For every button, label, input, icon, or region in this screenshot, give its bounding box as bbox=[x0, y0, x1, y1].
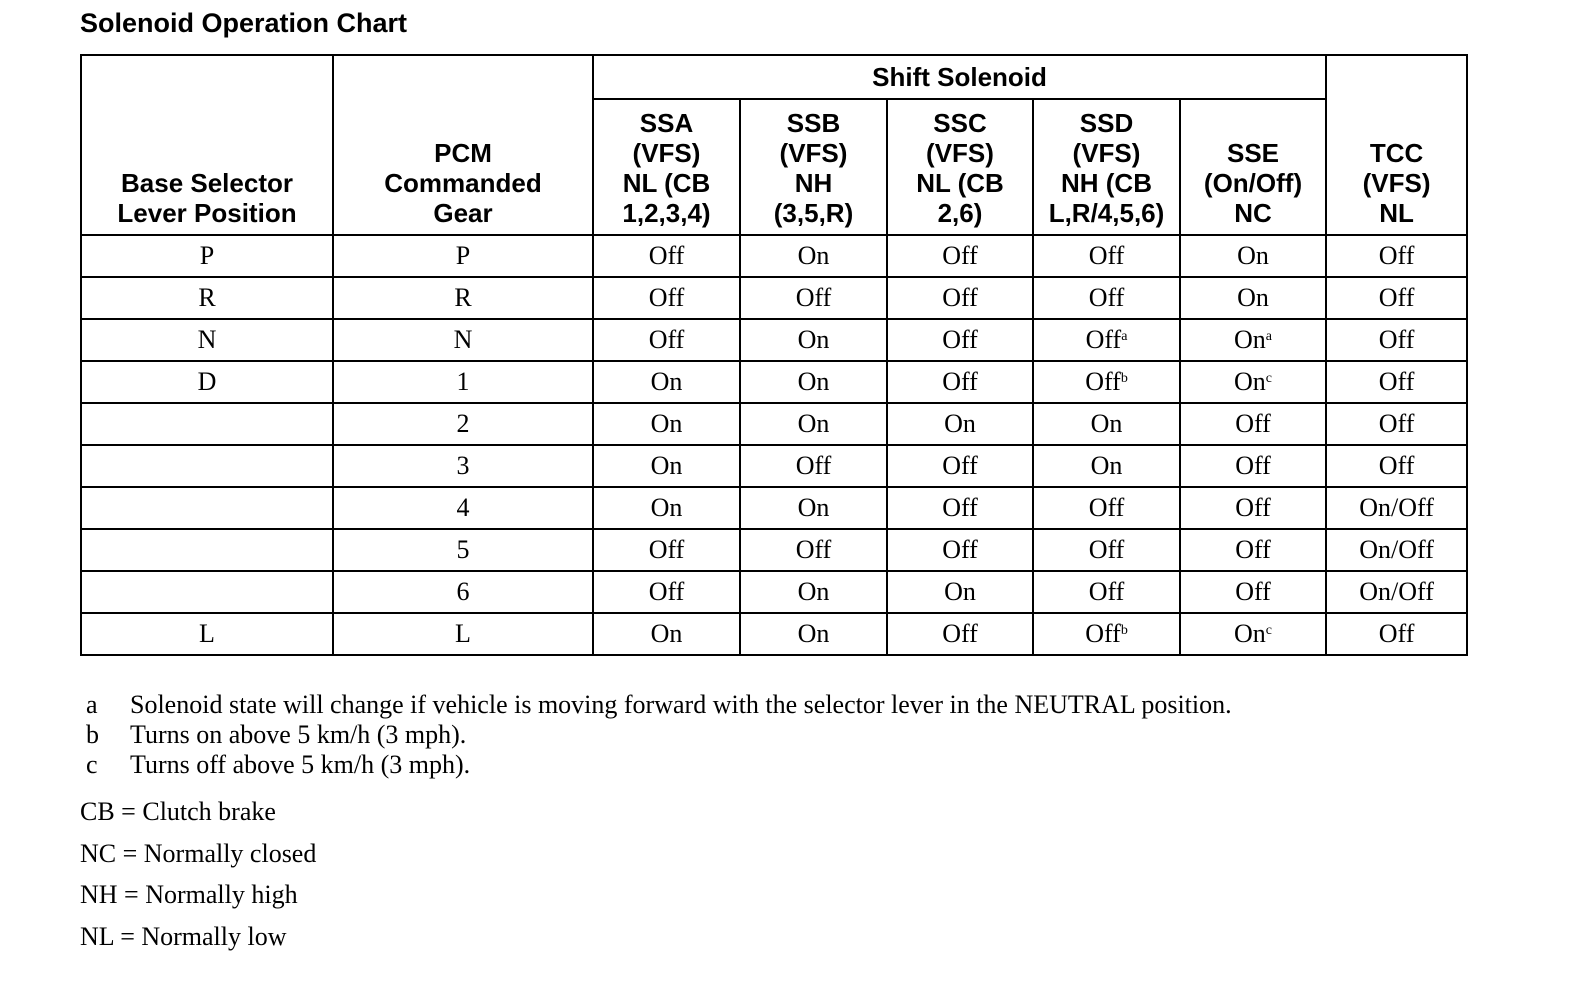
cell-sse: Off bbox=[1180, 487, 1326, 529]
cell-sse: On$^c$ bbox=[1180, 361, 1326, 403]
footnote-ref: c bbox=[1265, 623, 1273, 638]
header-pcm-commanded-gear: PCM Commanded Gear bbox=[333, 55, 593, 235]
cell-ssc: On bbox=[887, 571, 1033, 613]
cell-ssc: Off bbox=[887, 235, 1033, 277]
cell-lever: R bbox=[81, 277, 333, 319]
cell-ssb: On bbox=[740, 403, 887, 445]
abbreviation-nl: NL = Normally low bbox=[80, 922, 287, 951]
cell-ssc: Off bbox=[887, 529, 1033, 571]
cell-tcc: On/Off bbox=[1326, 529, 1467, 571]
table-row bbox=[81, 277, 1467, 319]
cell-ssc: Off bbox=[887, 445, 1033, 487]
footnote-ref: b bbox=[1120, 371, 1128, 386]
solenoid-operation-table bbox=[80, 54, 1468, 656]
cell-ssb: On bbox=[740, 319, 887, 361]
abbreviation-nc: NC = Normally closed bbox=[80, 839, 317, 868]
cell-tcc: Off bbox=[1326, 403, 1467, 445]
table-row bbox=[81, 319, 1467, 361]
cell-lever bbox=[81, 445, 333, 487]
cell-lever bbox=[81, 571, 333, 613]
footnote-a: a Solenoid state will change if vehicle is moving forward with the selector lever in the NEUTRAL position. bbox=[86, 690, 1232, 719]
abbreviation-nh: NH = Normally high bbox=[80, 880, 298, 909]
header-ssb: SSB (VFS) NH (3,5,R) bbox=[740, 99, 887, 235]
cell-ssc: Off bbox=[887, 613, 1033, 655]
cell-ssc: Off bbox=[887, 487, 1033, 529]
cell-ssb: On bbox=[740, 571, 887, 613]
cell-ssc: On bbox=[887, 403, 1033, 445]
cell-ssc: Off bbox=[887, 361, 1033, 403]
cell-sse: On bbox=[1180, 277, 1326, 319]
cell-tcc: Off bbox=[1326, 277, 1467, 319]
cell-ssb: Off bbox=[740, 277, 887, 319]
header-ssa: SSA (VFS) NL (CB 1,2,3,4) bbox=[593, 99, 740, 235]
cell-ssa: Off bbox=[593, 277, 740, 319]
table-row bbox=[81, 445, 1467, 487]
cell-sse: On bbox=[1180, 235, 1326, 277]
cell-ssc: Off bbox=[887, 319, 1033, 361]
cell-ssb: Off bbox=[740, 445, 887, 487]
cell-ssb: On bbox=[740, 613, 887, 655]
abbreviation-cb: CB = Clutch brake bbox=[80, 797, 276, 826]
cell-ssa: Off bbox=[593, 319, 740, 361]
cell-tcc: Off bbox=[1326, 445, 1467, 487]
cell-lever: L bbox=[81, 613, 333, 655]
footnote-c: c Turns off above 5 km/h (3 mph). bbox=[86, 750, 471, 779]
footnotes bbox=[86, 690, 1232, 780]
cell-ssa: On bbox=[593, 361, 740, 403]
cell-ssd: Off bbox=[1033, 277, 1180, 319]
cell-lever bbox=[81, 487, 333, 529]
cell-gear: L bbox=[333, 613, 593, 655]
table-row bbox=[81, 487, 1467, 529]
cell-tcc: Off bbox=[1326, 613, 1467, 655]
cell-tcc: Off bbox=[1326, 361, 1467, 403]
cell-gear: 3 bbox=[333, 445, 593, 487]
header-ssd: SSD (VFS) NH (CB L,R/4,5,6) bbox=[1033, 99, 1180, 235]
footnote-ref: a bbox=[1121, 329, 1128, 344]
table-row bbox=[81, 613, 1467, 655]
cell-lever bbox=[81, 529, 333, 571]
table-row bbox=[81, 361, 1467, 403]
cell-gear: 5 bbox=[333, 529, 593, 571]
cell-gear: 2 bbox=[333, 403, 593, 445]
cell-ssa: Off bbox=[593, 529, 740, 571]
cell-ssd: Off bbox=[1033, 235, 1180, 277]
cell-ssd: Off$^b$ bbox=[1033, 361, 1180, 403]
cell-ssd: Off bbox=[1033, 487, 1180, 529]
cell-tcc: On/Off bbox=[1326, 571, 1467, 613]
table-row bbox=[81, 571, 1467, 613]
cell-sse: Off bbox=[1180, 445, 1326, 487]
header-base-selector-lever-position: Base Selector Lever Position bbox=[81, 55, 333, 235]
header-ssc: SSC (VFS) NL (CB 2,6) bbox=[887, 99, 1033, 235]
cell-lever bbox=[81, 403, 333, 445]
cell-ssd: Off bbox=[1033, 529, 1180, 571]
cell-lever: D bbox=[81, 361, 333, 403]
cell-sse: Off bbox=[1180, 571, 1326, 613]
cell-gear: P bbox=[333, 235, 593, 277]
cell-tcc: On/Off bbox=[1326, 487, 1467, 529]
cell-sse: Off bbox=[1180, 403, 1326, 445]
cell-ssa: On bbox=[593, 403, 740, 445]
cell-gear: 1 bbox=[333, 361, 593, 403]
cell-lever: P bbox=[81, 235, 333, 277]
footnote-b: b Turns on above 5 km/h (3 mph). bbox=[86, 720, 467, 749]
cell-ssc: Off bbox=[887, 277, 1033, 319]
cell-ssd: Off bbox=[1033, 571, 1180, 613]
cell-ssa: On bbox=[593, 487, 740, 529]
header-tcc: TCC (VFS) NL bbox=[1326, 55, 1467, 235]
cell-ssa: Off bbox=[593, 571, 740, 613]
cell-tcc: Off bbox=[1326, 319, 1467, 361]
cell-ssd: On bbox=[1033, 403, 1180, 445]
cell-ssa: Off bbox=[593, 235, 740, 277]
cell-ssb: On bbox=[740, 235, 887, 277]
table-row bbox=[81, 403, 1467, 445]
cell-gear: 4 bbox=[333, 487, 593, 529]
table-row bbox=[81, 529, 1467, 571]
cell-ssb: Off bbox=[740, 529, 887, 571]
cell-lever: N bbox=[81, 319, 333, 361]
cell-gear: R bbox=[333, 277, 593, 319]
header-shift-solenoid-group: Shift Solenoid bbox=[593, 55, 1326, 99]
cell-ssb: On bbox=[740, 361, 887, 403]
cell-ssd: Off$^a$ bbox=[1033, 319, 1180, 361]
cell-ssb: On bbox=[740, 487, 887, 529]
chart-title: Solenoid Operation Chart bbox=[80, 8, 408, 38]
footnote-ref: a bbox=[1265, 329, 1273, 344]
header-sse: SSE (On/Off) NC bbox=[1180, 99, 1326, 235]
cell-gear: 6 bbox=[333, 571, 593, 613]
footnote-ref: c bbox=[1265, 371, 1273, 386]
table-row bbox=[81, 235, 1467, 277]
cell-sse: On$^c$ bbox=[1180, 613, 1326, 655]
cell-gear: N bbox=[333, 319, 593, 361]
cell-ssa: On bbox=[593, 445, 740, 487]
cell-ssa: On bbox=[593, 613, 740, 655]
cell-tcc: Off bbox=[1326, 235, 1467, 277]
cell-ssd: Off$^b$ bbox=[1033, 613, 1180, 655]
cell-sse: On$^a$ bbox=[1180, 319, 1326, 361]
cell-sse: Off bbox=[1180, 529, 1326, 571]
cell-ssd: On bbox=[1033, 445, 1180, 487]
footnote-ref: b bbox=[1120, 623, 1128, 638]
